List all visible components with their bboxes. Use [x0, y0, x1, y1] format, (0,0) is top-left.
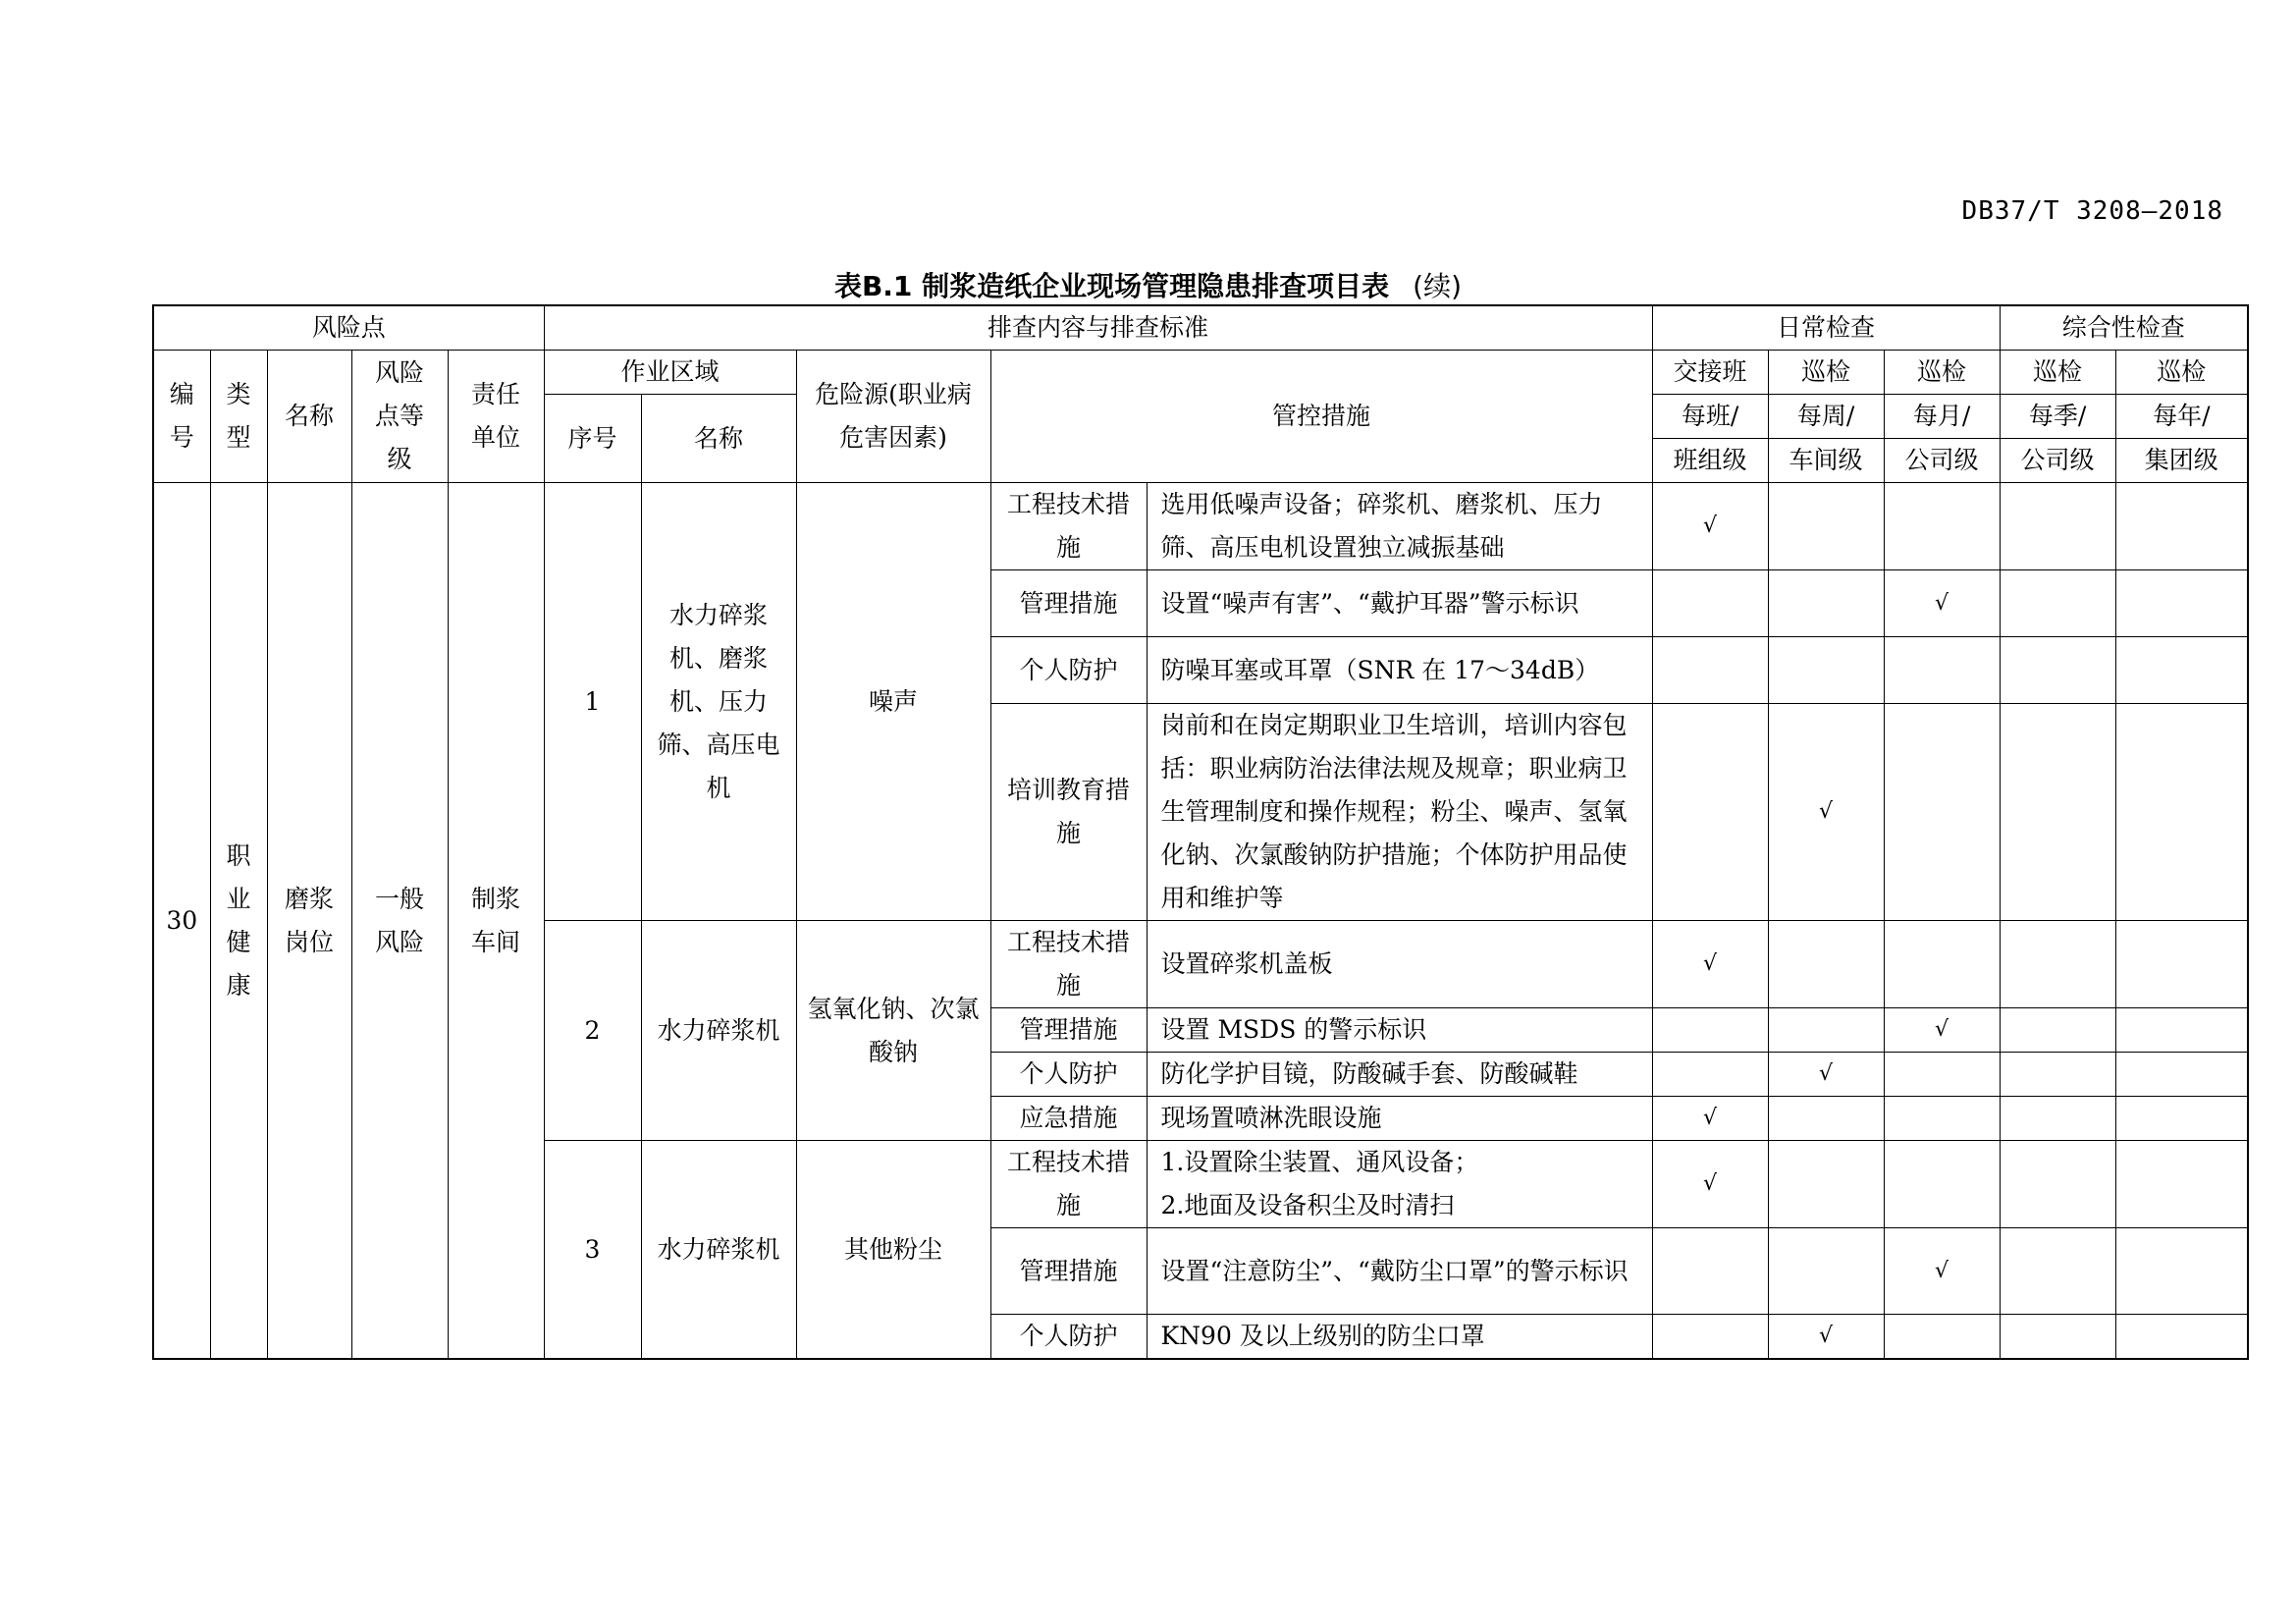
work-area-name: 水力碎浆机 — [641, 1141, 796, 1360]
check-mark-3 — [1884, 921, 2000, 1008]
header-freq-2: 每周/ — [1768, 395, 1884, 439]
check-mark-3: √ — [1884, 570, 2000, 637]
check-mark-5 — [2115, 1053, 2248, 1097]
check-mark-1 — [1652, 704, 1768, 921]
check-mark-2 — [1768, 1008, 1884, 1053]
check-mark-4 — [2000, 1008, 2115, 1053]
header-level-3: 公司级 — [1884, 439, 2000, 483]
header-patrol-4: 巡检 — [2115, 351, 2248, 395]
header-shift-handover: 交接班 — [1652, 351, 1768, 395]
check-mark-1 — [1652, 570, 1768, 637]
header-responsible-unit-text: 责任单位 — [470, 380, 520, 452]
check-mark-5 — [2115, 1008, 2248, 1053]
check-mark-1 — [1652, 1315, 1768, 1360]
check-mark-1 — [1652, 1053, 1768, 1097]
header-name: 名称 — [267, 351, 351, 483]
hazard-source: 噪声 — [796, 483, 990, 921]
header-patrol-1: 巡检 — [1768, 351, 1884, 395]
measure-detail: 设置 MSDS 的警示标识 — [1147, 1008, 1652, 1053]
document-number: DB37/T 3208—2018 — [1961, 196, 2223, 226]
check-mark-1: √ — [1652, 1097, 1768, 1141]
header-level-4: 公司级 — [2000, 439, 2115, 483]
check-mark-2 — [1768, 1141, 1884, 1228]
check-mark-3 — [1884, 1097, 2000, 1141]
work-area-name: 水力碎浆机 — [641, 921, 796, 1141]
header-seq: 序号 — [544, 395, 641, 483]
work-area-seq: 3 — [544, 1141, 641, 1360]
check-mark-4 — [2000, 1228, 2115, 1315]
check-mark-5 — [2115, 921, 2248, 1008]
risk-type-text: 职业健康 — [226, 840, 251, 1000]
header-freq-5: 每年/ — [2115, 395, 2248, 439]
check-mark-4 — [2000, 921, 2115, 1008]
check-mark-3 — [1884, 1141, 2000, 1228]
measure-category: 个人防护 — [990, 637, 1147, 704]
check-mark-1 — [1652, 637, 1768, 704]
header-control-measures: 管控措施 — [990, 351, 1652, 483]
check-mark-2 — [1768, 570, 1884, 637]
header-level-2: 车间级 — [1768, 439, 1884, 483]
header-no-text: 编号 — [169, 380, 194, 452]
check-mark-3 — [1884, 1053, 2000, 1097]
check-mark-3 — [1884, 704, 2000, 921]
header-hazard-text: 危险源(职业病危害因素) — [815, 380, 972, 452]
check-mark-5 — [2115, 570, 2248, 637]
check-mark-1 — [1652, 1008, 1768, 1053]
risk-no-text: 30 — [166, 905, 198, 935]
header-patrol-3: 巡检 — [2000, 351, 2115, 395]
check-mark-2 — [1768, 1228, 1884, 1315]
check-mark-1: √ — [1652, 921, 1768, 1008]
check-mark-4 — [2000, 1315, 2115, 1360]
measure-category: 个人防护 — [990, 1053, 1147, 1097]
measure-category: 个人防护 — [990, 1315, 1147, 1360]
risk-type — [210, 483, 267, 1360]
measure-category: 管理措施 — [990, 1008, 1147, 1053]
check-mark-3 — [1884, 483, 2000, 570]
check-mark-3 — [1884, 637, 2000, 704]
risk-name-text: 磨浆岗位 — [284, 884, 334, 956]
check-mark-5 — [2115, 637, 2248, 704]
check-mark-2 — [1768, 1097, 1884, 1141]
header-level-5: 集团级 — [2115, 439, 2248, 483]
risk-unit — [448, 483, 544, 1360]
measure-detail: 设置“噪声有害”、“戴护耳器”警示标识 — [1147, 570, 1652, 637]
measure-detail: 1.设置除尘装置、通风设备； 2.地面及设备积尘及时清扫 — [1147, 1141, 1652, 1228]
header-patrol-2: 巡检 — [1884, 351, 2000, 395]
check-mark-5 — [2115, 1141, 2248, 1228]
header-inspection-content: 排查内容与排查标准 — [544, 305, 1652, 351]
measure-category: 应急措施 — [990, 1097, 1147, 1141]
measure-detail: 设置碎浆机盖板 — [1147, 921, 1652, 1008]
risk-no — [153, 483, 210, 1360]
header-freq-4: 每季/ — [2000, 395, 2115, 439]
measure-category: 管理措施 — [990, 570, 1147, 637]
measure-category: 工程技术措施 — [990, 921, 1147, 1008]
table-title-text: 表B.1 制浆造纸企业现场管理隐患排查项目表 — [833, 270, 1390, 302]
header-level-1: 班组级 — [1652, 439, 1768, 483]
risk-level — [351, 483, 448, 1360]
measure-category: 工程技术措施 — [990, 1141, 1147, 1228]
check-mark-4 — [2000, 1053, 2115, 1097]
check-mark-4 — [2000, 570, 2115, 637]
check-mark-2 — [1768, 483, 1884, 570]
check-mark-5 — [2115, 483, 2248, 570]
measure-category: 培训教育措施 — [990, 704, 1147, 921]
measure-detail: 岗前和在岗定期职业卫生培训，培训内容包括：职业病防治法律法规及规章；职业病卫生管理制度和操作规程；粉尘、噪声、氢氧化钠、次氯酸钠防护措施；个体防护用品使用和维护等 — [1147, 704, 1652, 921]
header-no — [153, 351, 210, 483]
check-mark-5 — [2115, 1228, 2248, 1315]
check-mark-2 — [1768, 637, 1884, 704]
work-area-name: 水力碎浆机、磨浆机、压力筛、高压电机 — [641, 483, 796, 921]
check-mark-4 — [2000, 637, 2115, 704]
measure-detail: 设置“注意防尘”、“戴防尘口罩”的警示标识 — [1147, 1228, 1652, 1315]
check-mark-2: √ — [1768, 704, 1884, 921]
hazard-inspection-table — [152, 304, 2249, 1360]
measure-detail: 防噪耳塞或耳罩（SNR 在 17～34dB） — [1147, 637, 1652, 704]
check-mark-5 — [2115, 1315, 2248, 1360]
check-mark-4 — [2000, 1141, 2115, 1228]
check-mark-5 — [2115, 704, 2248, 921]
header-risk-level — [351, 351, 448, 483]
header-freq-1: 每班/ — [1652, 395, 1768, 439]
check-mark-5 — [2115, 1097, 2248, 1141]
header-area-name: 名称 — [641, 395, 796, 483]
check-mark-1: √ — [1652, 483, 1768, 570]
measure-category: 管理措施 — [990, 1228, 1147, 1315]
header-hazard — [796, 351, 990, 483]
work-area-seq: 1 — [544, 483, 641, 921]
work-area-seq: 2 — [544, 921, 641, 1141]
measure-detail: 选用低噪声设备；碎浆机、磨浆机、压力筛、高压电机设置独立减振基础 — [1147, 483, 1652, 570]
check-mark-2: √ — [1768, 1315, 1884, 1360]
check-mark-1 — [1652, 1228, 1768, 1315]
table-row — [153, 483, 2248, 570]
check-mark-1: √ — [1652, 1141, 1768, 1228]
check-mark-4 — [2000, 483, 2115, 570]
risk-level-text: 一般风险 — [374, 884, 424, 956]
header-work-area: 作业区域 — [544, 351, 796, 395]
check-mark-4 — [2000, 1097, 2115, 1141]
table-title — [0, 265, 2296, 304]
header-freq-3: 每月/ — [1884, 395, 2000, 439]
risk-unit-text: 制浆车间 — [470, 884, 520, 956]
measure-detail: 现场置喷淋洗眼设施 — [1147, 1097, 1652, 1141]
hazard-source: 其他粉尘 — [796, 1141, 990, 1360]
header-type — [210, 351, 267, 483]
header-risk-point: 风险点 — [153, 305, 544, 351]
hazard-source: 氢氧化钠、次氯酸钠 — [796, 921, 990, 1141]
check-mark-3 — [1884, 1315, 2000, 1360]
header-comprehensive-check: 综合性检查 — [2000, 305, 2248, 351]
header-daily-check: 日常检查 — [1652, 305, 2000, 351]
check-mark-3: √ — [1884, 1008, 2000, 1053]
measure-detail: 防化学护目镜，防酸碱手套、防酸碱鞋 — [1147, 1053, 1652, 1097]
header-risk-level-text: 风险点等级 — [374, 358, 424, 473]
measure-category: 工程技术措施 — [990, 483, 1147, 570]
header-responsible-unit — [448, 351, 544, 483]
table-title-continued: (续) — [1413, 270, 1463, 302]
check-mark-2: √ — [1768, 1053, 1884, 1097]
header-type-text: 类型 — [226, 380, 251, 452]
check-mark-3: √ — [1884, 1228, 2000, 1315]
check-mark-4 — [2000, 704, 2115, 921]
check-mark-2 — [1768, 921, 1884, 1008]
risk-name — [267, 483, 351, 1360]
measure-detail: KN90 及以上级别的防尘口罩 — [1147, 1315, 1652, 1360]
